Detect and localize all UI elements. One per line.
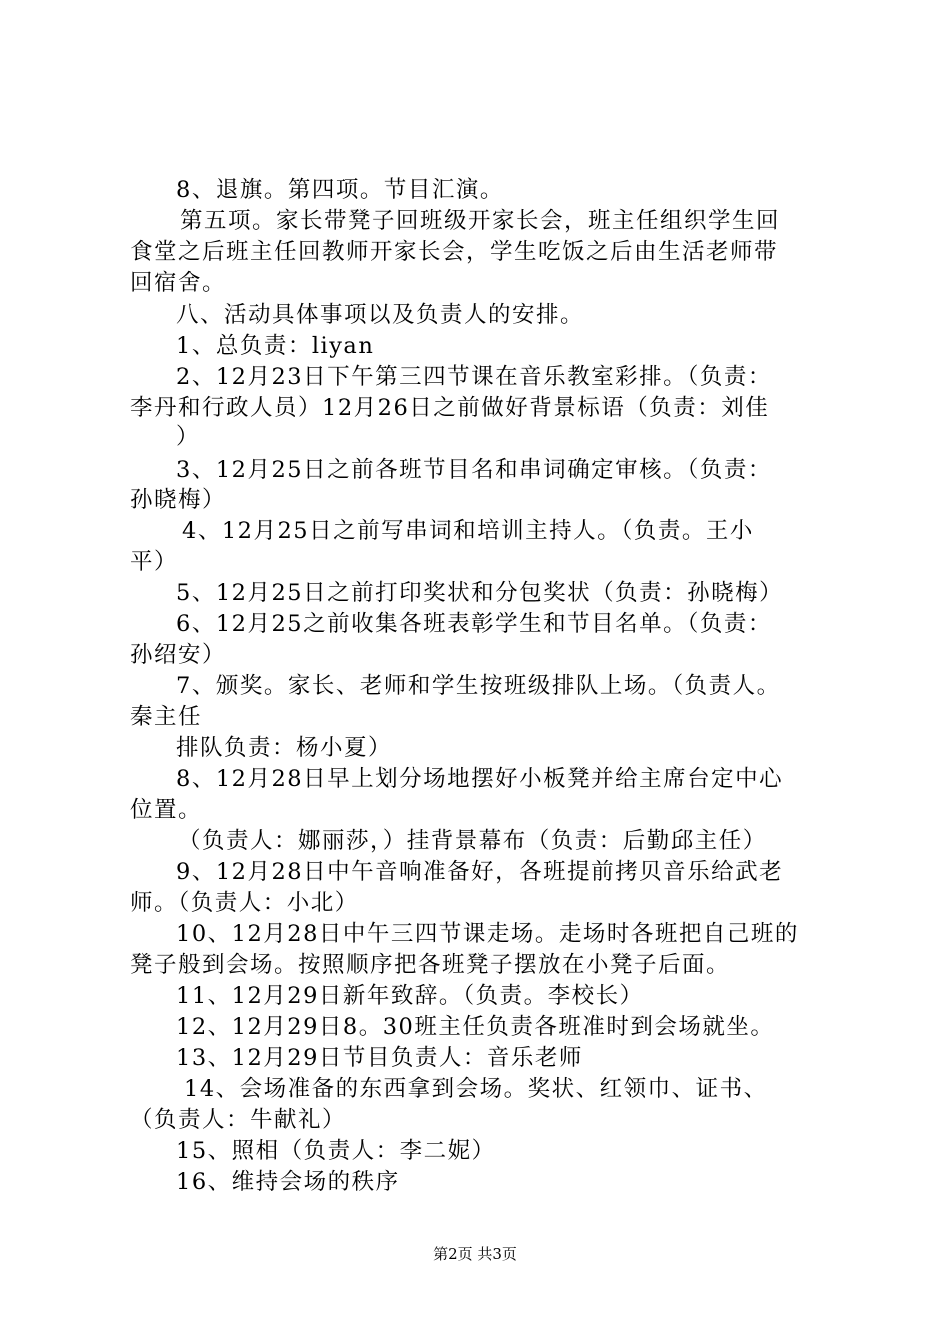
text-line: 13、12月29日节目负责人：音乐老师 xyxy=(176,1045,583,1071)
page-footer: 第2页 共3页 xyxy=(433,1245,517,1263)
text-line: ） xyxy=(176,424,201,450)
text-line: 1、总负责：liyan xyxy=(176,333,375,359)
text-line: 15、照相（负责人：李二妮） xyxy=(176,1138,496,1164)
text-line: 8、12月28日早上划分场地摆好小板凳并给主席台定中心 xyxy=(176,766,784,792)
text-line: 平） xyxy=(130,549,179,575)
text-line: 2、12月23日下午第三四节课在音乐教室彩排。（负责： xyxy=(176,364,772,390)
text-line: 11、12月29日新年致辞。（负责。李校长） xyxy=(176,983,644,1009)
text-line: 秦主任 xyxy=(130,704,203,730)
text-line: 凳子般到会场。按照顺序把各班凳子摆放在小凳子后面。 xyxy=(130,952,731,978)
text-line: 位置。 xyxy=(130,797,203,823)
text-line: 10、12月28日中午三四节课走场。走场时各班把自己班的 xyxy=(176,921,799,947)
text-line: 7、颁奖。家长、老师和学生按班级排队上场。（负责人。 xyxy=(176,673,781,699)
text-line: 5、12月25日之前打印奖状和分包奖状（负责：孙晓梅） xyxy=(176,580,784,606)
text-line: 14、会场准备的东西拿到会场。奖状、红领巾、证书、 xyxy=(184,1076,768,1102)
text-line: （负责人：牛献礼） xyxy=(130,1107,347,1133)
text-line: 6、12月25之前收集各班表彰学生和节目名单。（负责： xyxy=(176,611,772,637)
text-line: 孙晓梅） xyxy=(130,487,227,513)
text-line: 师。（负责人：小北） xyxy=(130,890,359,916)
text-line: 食堂之后班主任回教师开家长会，学生吃饭之后由生活老师带 xyxy=(130,239,779,265)
text-line: 9、12月28日中午音响准备好，各班提前拷贝音乐给武老 xyxy=(176,859,784,885)
text-line: 3、12月25日之前各班节目名和串词确定审核。（负责： xyxy=(176,457,772,483)
text-line: 排队负责：杨小夏） xyxy=(176,735,393,761)
text-line: 第五项。家长带凳子回班级开家长会，班主任组织学生回 xyxy=(180,208,781,234)
text-line: 4、12月25日之前写串词和培训主持人。（负责。王小 xyxy=(182,518,754,544)
text-line: 李丹和行政人员）12月26日之前做好背景标语（负责：刘佳 xyxy=(130,395,770,421)
text-line: 16、维持会场的秩序 xyxy=(176,1169,400,1195)
text-line: 八、活动具体事项以及负责人的安排。 xyxy=(176,302,585,328)
text-line: 12、12月29日8。30班主任负责各班准时到会场就坐。 xyxy=(176,1014,775,1040)
text-line: 孙绍安） xyxy=(130,642,227,668)
text-line: （负责人：娜丽莎，）挂背景幕布（负责：后勤邱主任） xyxy=(178,828,767,854)
text-line: 8、退旗。第四项。节目汇演。 xyxy=(176,177,504,203)
text-line: 回宿舍。 xyxy=(130,270,227,296)
